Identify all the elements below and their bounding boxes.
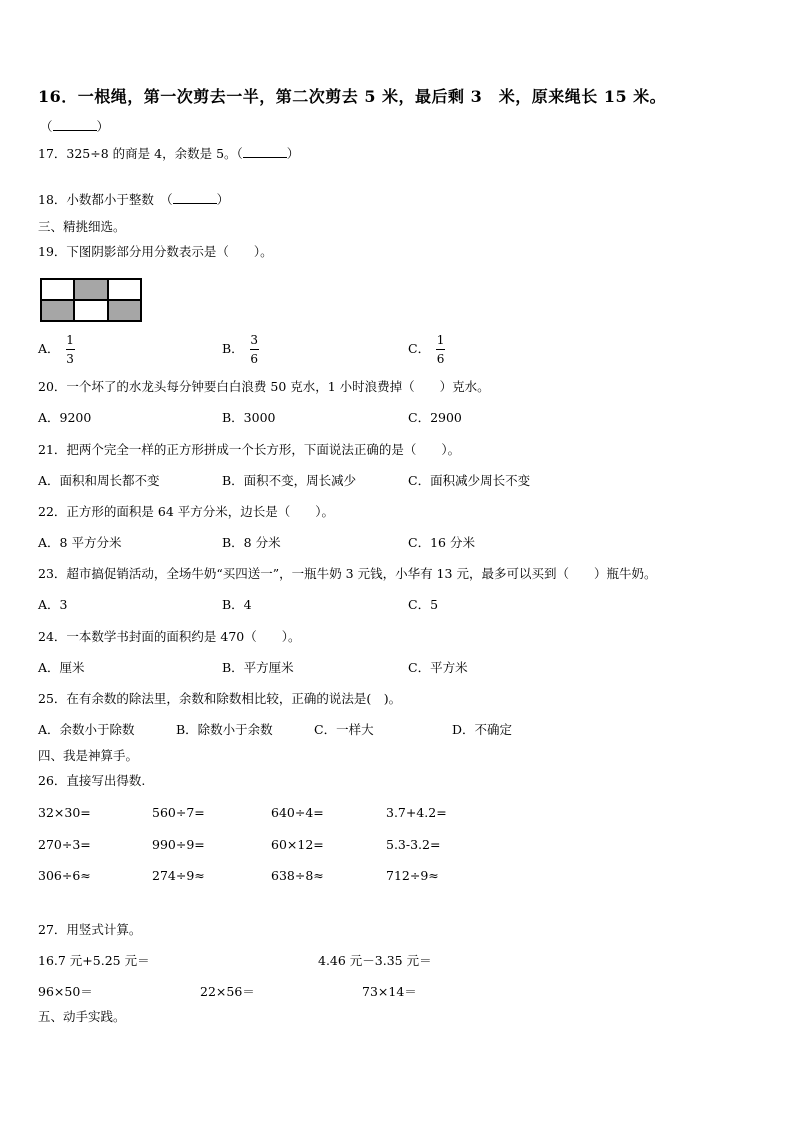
option-25-c[interactable]: C．一样大: [314, 722, 374, 737]
vertical-calc-item: 73×14＝: [362, 984, 417, 999]
option-24-b[interactable]: B．平方厘米: [222, 660, 294, 675]
question-23-text: 23．超市搞促销活动，全场牛奶“买四送一”，一瓶牛奶 3 元钱，小华有 13 元，最多可以买到（ ）瓶牛奶。: [38, 566, 657, 581]
option-22-a[interactable]: A．8 平方分米: [38, 535, 122, 550]
option-21-c[interactable]: C．面积减少周长不变: [408, 473, 531, 488]
fraction: $\frac{1}{3}$: [66, 333, 74, 366]
option-19-c[interactable]: C． $\frac{1}{6}$: [408, 333, 445, 366]
option-23-b[interactable]: B．4: [222, 597, 252, 612]
calc-item: 306÷6≈: [38, 868, 91, 883]
question-19-text: 19．下图阴影部分用分数表示是（ ）。: [38, 244, 273, 259]
question-17: 17．325÷8 的商是 4，余数是 5。（ ）: [38, 146, 300, 161]
blank-line[interactable]: [53, 119, 97, 131]
option-25-a[interactable]: A．余数小于除数: [38, 722, 135, 737]
calc-item: 270÷3=: [38, 837, 91, 852]
calc-item: 560÷7=: [152, 805, 205, 820]
calc-item: 712÷9≈: [386, 868, 439, 883]
grid-cell-blank: [74, 300, 107, 321]
calc-item: 990÷9=: [152, 837, 205, 852]
question-26-text: 26．直接写出得数.: [38, 773, 146, 788]
option-22-b[interactable]: B．8 分米: [222, 535, 281, 550]
option-22-c[interactable]: C．16 分米: [408, 535, 475, 550]
calc-item: 274÷9≈: [152, 868, 205, 883]
calc-item: 60×12=: [271, 837, 324, 852]
shaded-grid-figure: [40, 278, 142, 322]
option-20-b[interactable]: B．3000: [222, 410, 276, 425]
option-24-c[interactable]: C．平方米: [408, 660, 468, 675]
grid-cell-shaded: [74, 279, 107, 300]
question-18-text: 18．小数都小于整数 （: [38, 192, 173, 207]
calc-item: 638÷8≈: [271, 868, 324, 883]
question-22-text: 22．正方形的面积是 64 平方分米，边长是（ ）。: [38, 504, 335, 519]
vertical-calc-item: 96×50＝: [38, 984, 93, 999]
calc-item: 3.7+4.2=: [386, 805, 447, 820]
option-25-d[interactable]: D．不确定: [452, 722, 513, 737]
vertical-calc-item: 22×56＝: [200, 984, 255, 999]
option-21-b[interactable]: B．面积不变，周长减少: [222, 473, 357, 488]
question-16-text: 16．一根绳，第一次剪去一半，第二次剪去 5 米，最后剩 3 米，原来绳长 15 米。: [38, 87, 667, 106]
question-20-text: 20．一个坏了的水龙头每分钟要白白浪费 50 克水，1 小时浪费掉（ ）克水。: [38, 379, 490, 394]
question-27-text: 27．用竖式计算。: [38, 922, 142, 937]
option-25-b[interactable]: B．除数小于余数: [176, 722, 273, 737]
question-24-text: 24．一本数学书封面的面积约是 470（ ）。: [38, 629, 301, 644]
option-23-c[interactable]: C．5: [408, 597, 439, 612]
answer-blank-16[interactable]: （ ）: [40, 119, 110, 134]
option-21-a[interactable]: A．面积和周长都不变: [38, 473, 160, 488]
fraction: $\frac{3}{6}$: [250, 333, 258, 366]
answer-blank-17[interactable]: [243, 146, 287, 158]
grid-cell-blank: [41, 279, 74, 300]
calc-item: 32×30=: [38, 805, 91, 820]
question-16: [38, 87, 666, 107]
vertical-calc-item: 4.46 元－3.35 元＝: [318, 953, 432, 968]
option-20-a[interactable]: A．9200: [38, 410, 92, 425]
question-17-text: 17．325÷8 的商是 4，余数是 5。（: [38, 146, 243, 161]
fraction: $\frac{1}{6}$: [436, 333, 445, 366]
calc-item: 640÷4=: [271, 805, 324, 820]
option-20-c[interactable]: C．2900: [408, 410, 462, 425]
question-21-text: 21．把两个完全一样的正方形拼成一个长方形，下面说法正确的是（ ）。: [38, 442, 461, 457]
option-19-a[interactable]: A． $\frac{1}{3}$: [38, 333, 74, 366]
section-4-title: 四、我是神算手。: [38, 748, 139, 763]
grid-cell-shaded: [41, 300, 74, 321]
calc-item: 5.3-3.2=: [386, 837, 441, 852]
grid-cell-blank: [108, 279, 141, 300]
section-5-title: 五、动手实践。: [38, 1009, 126, 1024]
answer-blank-18[interactable]: [173, 192, 217, 204]
option-23-a[interactable]: A．3: [38, 597, 68, 612]
question-25-text: 25．在有余数的除法里，余数和除数相比较，正确的说法是( )。: [38, 691, 402, 706]
grid-cell-shaded: [108, 300, 141, 321]
option-19-b[interactable]: B． $\frac{3}{6}$: [222, 333, 258, 366]
option-24-a[interactable]: A．厘米: [38, 660, 85, 675]
section-3-title: 三、精挑细选。: [38, 219, 126, 234]
question-18: 18．小数都小于整数 （ ）: [38, 192, 230, 207]
vertical-calc-item: 16.7 元+5.25 元＝: [38, 953, 150, 968]
